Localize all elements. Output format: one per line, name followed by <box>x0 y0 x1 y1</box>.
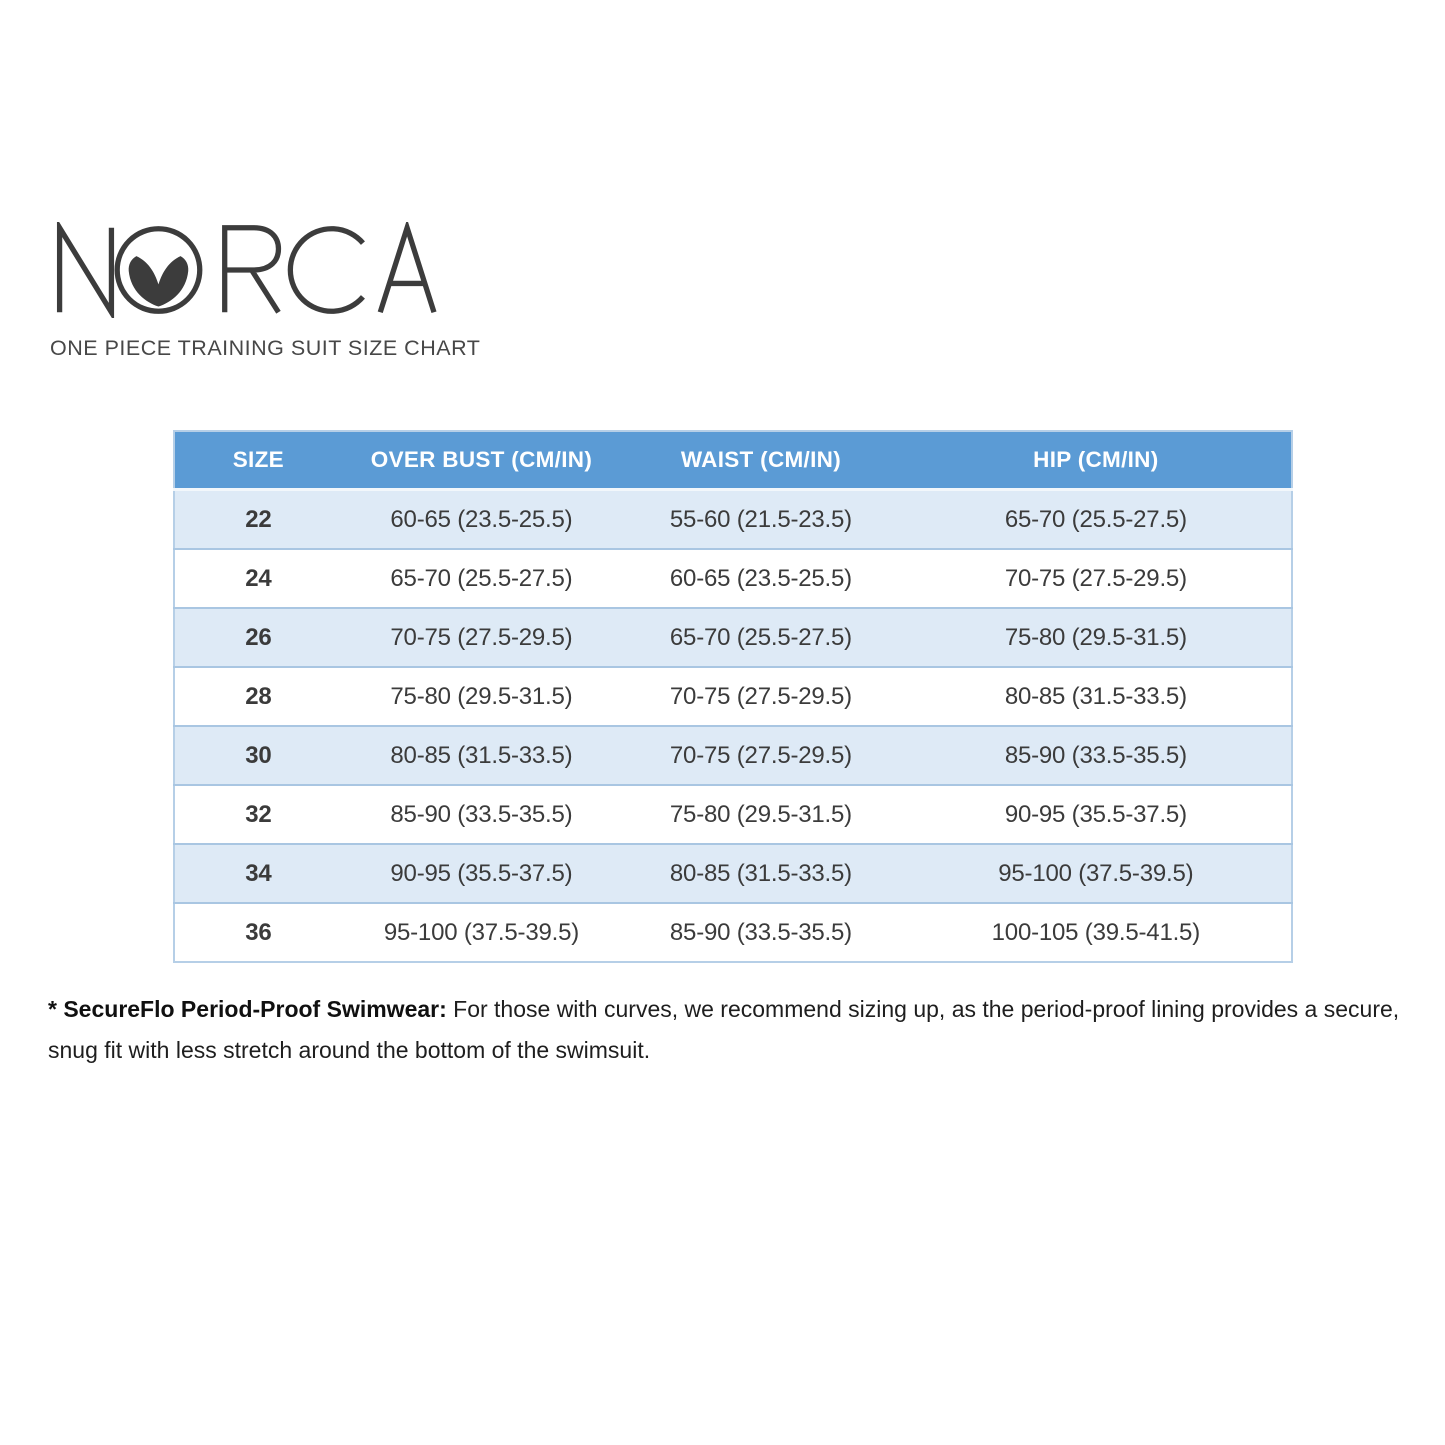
table-row <box>174 549 1292 608</box>
table-row <box>174 785 1292 844</box>
measurement-cell: 65-70 (25.5-27.5) <box>342 549 622 608</box>
measurement-cell: 60-65 (23.5-25.5) <box>342 490 622 550</box>
size-cell: 30 <box>174 726 342 785</box>
size-cell: 22 <box>174 490 342 550</box>
table-row <box>174 903 1292 962</box>
size-table-head <box>174 431 1292 490</box>
measurement-cell: 80-85 (31.5-33.5) <box>342 726 622 785</box>
size-cell: 36 <box>174 903 342 962</box>
norca-logo <box>50 222 440 318</box>
letter-c <box>290 229 363 312</box>
brand-header <box>50 222 480 361</box>
table-row <box>174 608 1292 667</box>
measurement-cell: 55-60 (21.5-23.5) <box>621 490 901 550</box>
column-header-2: WAIST (CM/IN) <box>621 431 901 490</box>
measurement-cell: 70-75 (27.5-29.5) <box>621 726 901 785</box>
column-header-3: HIP (CM/IN) <box>901 431 1292 490</box>
size-cell: 24 <box>174 549 342 608</box>
measurement-cell: 95-100 (37.5-39.5) <box>342 903 622 962</box>
page-title: ONE PIECE TRAINING SUIT SIZE CHART <box>50 336 481 360</box>
column-header-0: SIZE <box>174 431 342 490</box>
measurement-cell: 70-75 (27.5-29.5) <box>342 608 622 667</box>
footnote <box>48 989 1413 1072</box>
measurement-cell: 70-75 (27.5-29.5) <box>621 667 901 726</box>
table-row <box>174 490 1292 550</box>
measurement-cell: 60-65 (23.5-25.5) <box>621 549 901 608</box>
letter-a <box>380 228 434 312</box>
size-cell: 26 <box>174 608 342 667</box>
measurement-cell: 85-90 (33.5-35.5) <box>901 726 1292 785</box>
measurement-cell: 85-90 (33.5-35.5) <box>621 903 901 962</box>
letter-r <box>225 228 279 312</box>
measurement-cell: 80-85 (31.5-33.5) <box>621 844 901 903</box>
size-cell: 28 <box>174 667 342 726</box>
measurement-cell: 75-80 (29.5-31.5) <box>901 608 1292 667</box>
measurement-cell: 100-105 (39.5-41.5) <box>901 903 1292 962</box>
measurement-cell: 85-90 (33.5-35.5) <box>342 785 622 844</box>
whale-tail-icon <box>129 256 189 306</box>
measurement-cell: 65-70 (25.5-27.5) <box>901 490 1292 550</box>
footnote-lead: * SecureFlo Period-Proof Swimwear: <box>48 996 454 1022</box>
size-cell: 32 <box>174 785 342 844</box>
footnote-text: For those with curves, we recommend sizing up, as the period-proof lining provides a secure, snug fit with less stretch around the bottom of the swimsuit. <box>48 996 1400 1064</box>
table-row <box>174 667 1292 726</box>
measurement-cell: 75-80 (29.5-31.5) <box>621 785 901 844</box>
size-table-body <box>174 490 1292 963</box>
table-row <box>174 726 1292 785</box>
measurement-cell: 65-70 (25.5-27.5) <box>621 608 901 667</box>
measurement-cell: 95-100 (37.5-39.5) <box>901 844 1292 903</box>
measurement-cell: 80-85 (31.5-33.5) <box>901 667 1292 726</box>
measurement-cell: 90-95 (35.5-37.5) <box>901 785 1292 844</box>
size-table <box>173 430 1293 963</box>
table-row <box>174 844 1292 903</box>
size-cell: 34 <box>174 844 342 903</box>
measurement-cell: 75-80 (29.5-31.5) <box>342 667 622 726</box>
header-row <box>174 431 1292 490</box>
measurement-cell: 70-75 (27.5-29.5) <box>901 549 1292 608</box>
column-header-1: OVER BUST (CM/IN) <box>342 431 622 490</box>
measurement-cell: 90-95 (35.5-37.5) <box>342 844 622 903</box>
letter-n <box>60 228 112 312</box>
